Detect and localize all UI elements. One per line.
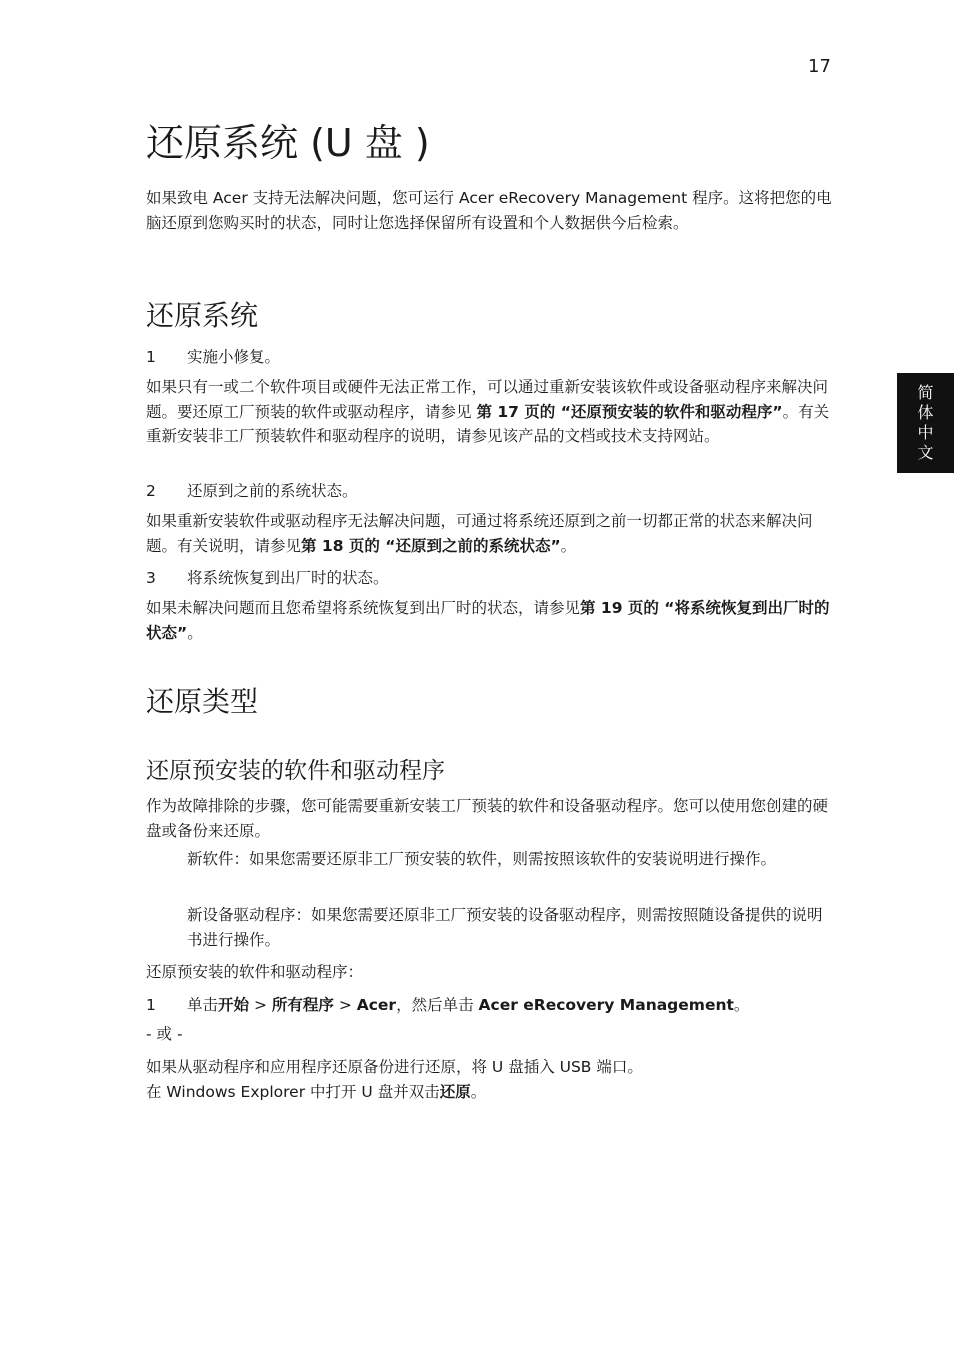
lead-text: 还原预安装的软件和驱动程序： — [146, 963, 364, 981]
text: 在 Windows Explorer 中打开 U 盘并双击 — [146, 1083, 440, 1101]
text: 如果未解决问题而且您希望将系统恢复到出厂时的状态，请参见 — [146, 599, 581, 617]
paragraph-factory-state — [146, 596, 834, 645]
cross-reference: 第 19 页的 “将系统恢复到出厂时的状态” — [146, 599, 830, 642]
step-number: 1 — [146, 996, 156, 1014]
page-number: 17 — [808, 56, 831, 77]
text: 。 — [560, 536, 577, 555]
cross-reference: 第 17 页的 “还原预安装的软件和驱动程序” — [476, 402, 783, 421]
text: 。 — [733, 996, 750, 1014]
text: 。有关重新安装非工厂预装软件和驱动程序的说明，请参见该产品的文档或技术支持网站。 — [146, 402, 830, 445]
step-label: 实施小修复。 — [187, 348, 281, 366]
step-2 — [146, 479, 834, 503]
language-tab-char: 体 — [917, 403, 934, 422]
menu-path-all-programs: 所有程序 — [271, 996, 334, 1014]
language-tab-char: 文 — [917, 443, 934, 462]
text: 。 — [470, 1083, 487, 1101]
text: > — [249, 996, 272, 1014]
text: ，然后单击 — [396, 996, 479, 1014]
language-tab-char: 中 — [917, 423, 934, 442]
restore-step-1 — [146, 993, 834, 1017]
page-title: 还原系统 (U 盘 ) — [146, 121, 430, 165]
step-label: 将系统恢复到出厂时的状态。 — [187, 569, 389, 587]
text: 如果重新安装软件或驱动程序无法解决问题，可通过将系统还原到之前一切都正常的状态来解决问题。有关说明，请参见 — [146, 512, 813, 555]
text: 单击 — [187, 996, 219, 1014]
subsection-heading: 还原预安装的软件和驱动程序 — [146, 758, 445, 784]
cross-reference: 第 18 页的 “还原到之前的系统状态” — [301, 536, 561, 555]
paragraph-minor-repair — [146, 375, 834, 449]
explorer-instruction — [146, 1080, 834, 1105]
program-name: Acer eRecovery Management — [478, 996, 734, 1014]
step-label: 还原到之前的系统状态。 — [187, 482, 358, 500]
restore-label: 还原 — [439, 1083, 471, 1101]
or-separator: - 或 - — [146, 1025, 183, 1043]
text: 如果只有一或二个软件项目或硬件无法正常工作，可以通过重新安装该软件或设备驱动程序来解决问题。要还原工厂预装的软件或驱动程序，请参见 — [146, 378, 829, 421]
intro-paragraph: 如果致电 Acer 支持无法解决问题，您可运行 Acer eRecovery Management 程序。这将把您的电脑还原到您购买时的状态，同时让您选择保留所有设置和个人数据供今后检索。 — [146, 189, 832, 232]
section-heading-restore-system: 还原系统 — [146, 299, 259, 332]
section-heading-restore-types: 还原类型 — [146, 685, 259, 718]
text: 。 — [187, 623, 203, 642]
bullet-new-software: 新软件：如果您需要还原非工厂预安装的软件，则需按照该软件的安装说明进行操作。 — [187, 850, 777, 868]
language-tab-char: 简 — [917, 383, 934, 402]
paragraph-troubleshooting: 作为故障排除的步骤，您可能需要重新安装工厂预装的软件和设备驱动程序。您可以使用您创建的硬盘或备份来还原。 — [146, 797, 829, 840]
step-number: 3 — [146, 569, 156, 587]
usb-instruction: 如果从驱动程序和应用程序还原备份进行还原，将 U 盘插入 USB 端口。 — [146, 1058, 643, 1076]
step-number: 2 — [146, 482, 156, 500]
language-tab — [897, 373, 954, 473]
bullet-new-drivers: 新设备驱动程序：如果您需要还原非工厂预安装的设备驱动程序，则需按照随设备提供的说明书进行操作。 — [187, 906, 823, 949]
step-3 — [146, 566, 834, 590]
paragraph-previous-state — [146, 509, 834, 558]
menu-path-start: 开始 — [218, 996, 250, 1014]
menu-path-acer: Acer — [356, 996, 397, 1014]
text: > — [333, 996, 357, 1014]
step-number: 1 — [146, 348, 156, 366]
step-1 — [146, 345, 834, 369]
